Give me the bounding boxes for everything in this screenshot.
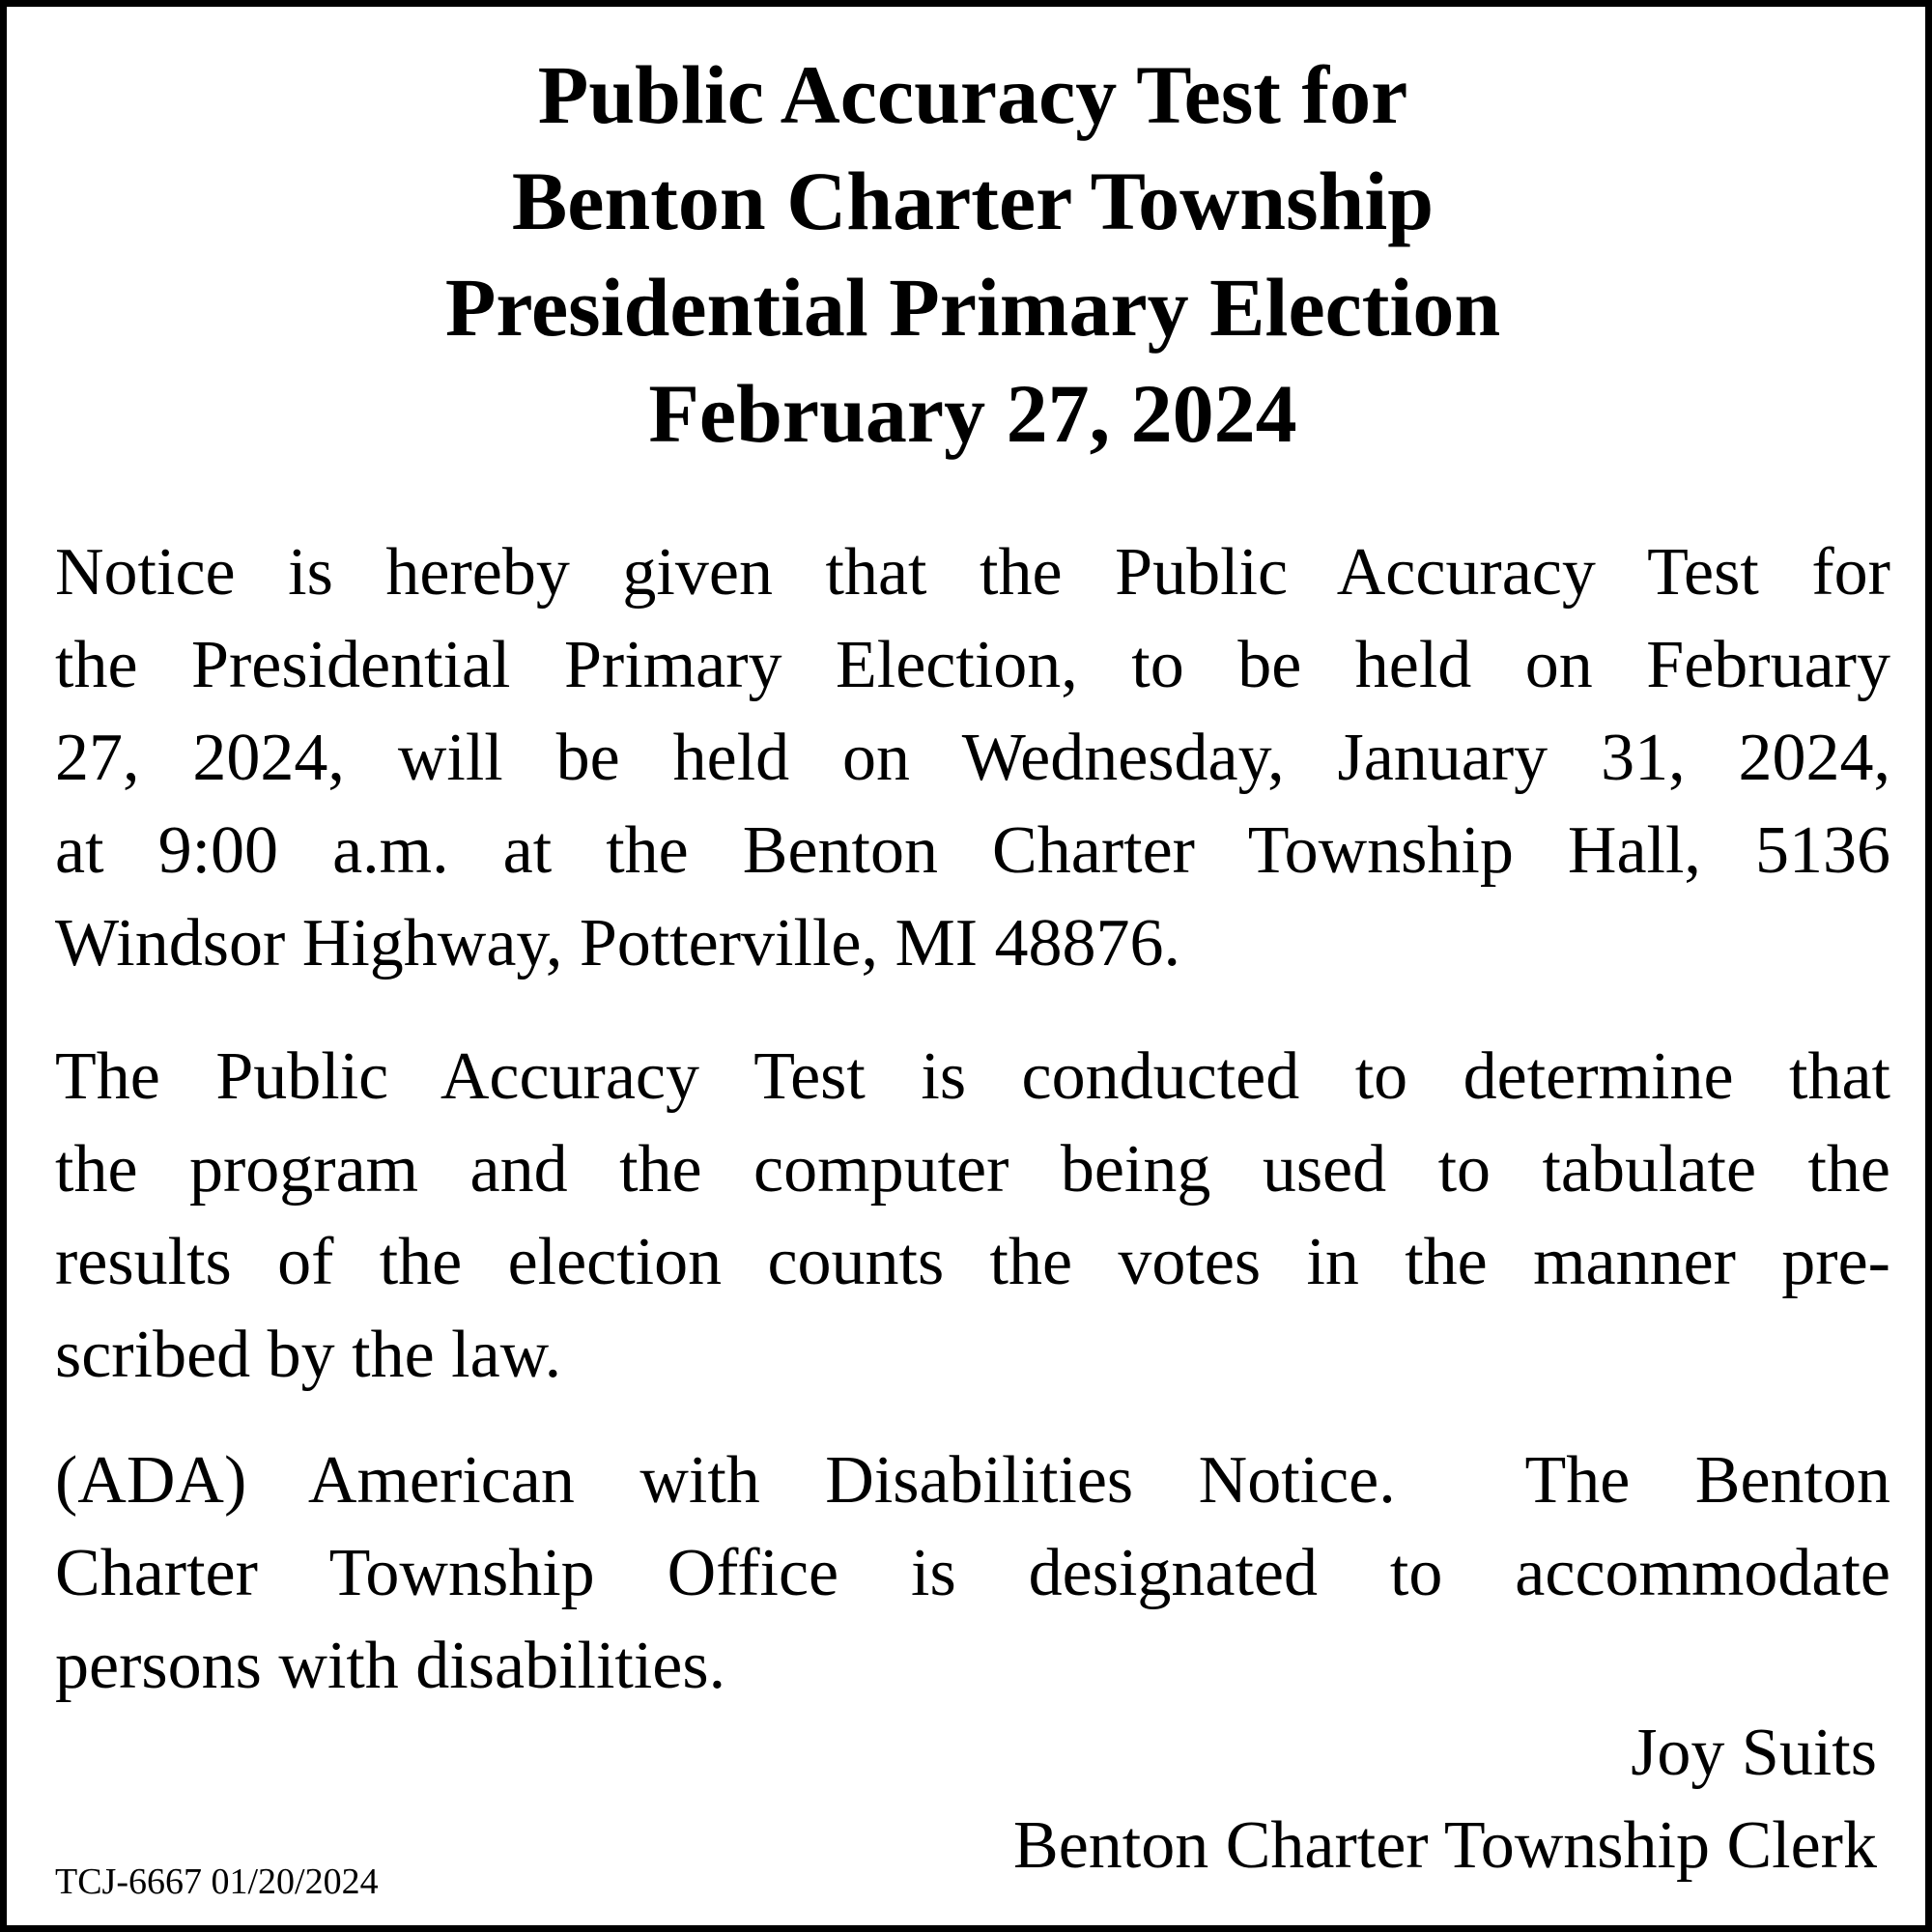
paragraph-line: Charter Township Office is designated to accommodate: [55, 1536, 1890, 1610]
paragraph-line: Windsor Highway, Potterville, MI 48876.: [55, 906, 1181, 980]
notice-title: [7, 42, 1932, 467]
notice-paragraph-purpose: [55, 1031, 1890, 1402]
paragraph-line: persons with disabilities.: [55, 1629, 726, 1703]
notice-paragraph-test-date: [55, 526, 1890, 990]
reference-code: TCJ-6667 01/20/2024: [55, 1861, 379, 1902]
title-line: Presidential Primary Election: [444, 261, 1501, 354]
paragraph-line: Notice is hereby given that the Public Accuracy Test for: [55, 535, 1890, 610]
paragraph-line: the Presidential Primary Election, to be held on February: [55, 628, 1890, 702]
paragraph-line: 27, 2024, will be held on Wednesday, January 31, 2024,: [55, 721, 1890, 795]
paragraph-line: (ADA) American with Disabilities Notice. The Benton: [55, 1443, 1890, 1518]
signatory-title: Benton Charter Township Clerk: [1013, 1808, 1877, 1883]
title-line: February 27, 2024: [648, 367, 1297, 460]
signatory-name: Joy Suits: [1631, 1716, 1877, 1790]
title-line: Public Accuracy Test for: [537, 48, 1408, 141]
title-line: Benton Charter Township: [511, 155, 1435, 247]
paragraph-line: The Public Accuracy Test is conducted to determine that: [55, 1039, 1890, 1114]
paragraph-line: results of the election counts the votes in the manner pre-: [55, 1225, 1890, 1299]
paragraph-line: the program and the computer being used to tabulate the: [55, 1132, 1890, 1207]
notice-paragraph-ada: [55, 1435, 1890, 1713]
paragraph-line: scribed by the law.: [55, 1318, 562, 1392]
signature-block: [1013, 1707, 1877, 1892]
paragraph-line: at 9:00 a.m. at the Benton Charter Township Hall, 5136: [55, 813, 1890, 888]
